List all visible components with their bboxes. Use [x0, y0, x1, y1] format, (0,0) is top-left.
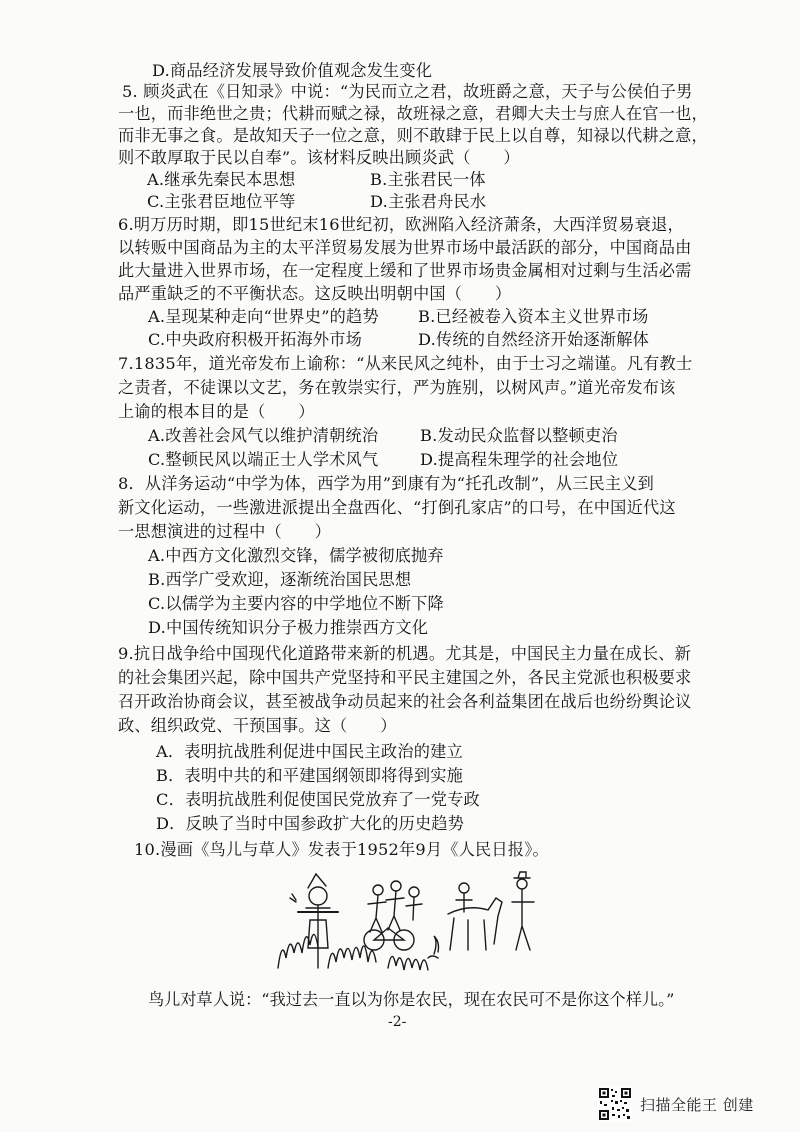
q8-option-d: D.中国传统知识分子极力推崇西方文化 — [148, 618, 429, 637]
q6-option-b: B.已经被卷入资本主义世界市场 — [418, 307, 649, 326]
q9-option-c: C．表明抗战胜利促使国民党放弃了一党专政 — [156, 790, 480, 809]
q5-stem-line-2: 一也，而非绝世之贵；代耕而赋之禄，故班禄之意，君卿大夫士与庶人在官一也， — [118, 104, 708, 123]
q8-stem-line-2: 新文化运动，一些激进派提出全盘西化、“打倒孔家店”的口号，在中国近代这 — [118, 498, 676, 517]
q5-option-c: C.主张君臣地位平等 — [147, 192, 296, 211]
q7-stem-line-2: 之责者，不徒课以文艺，务在敦崇实行，严为旌别，以树风声。”道光帝发布该 — [118, 378, 676, 397]
q6-option-d: D.传统的自然经济开始逐渐解体 — [418, 330, 649, 349]
q8-stem-line-3: 一思想演进的过程中（ ） — [118, 522, 332, 541]
q7-option-b: B.发动民众监督以整顿吏治 — [420, 426, 618, 445]
q8-option-b: B.西学广受欢迎，逐渐统治国民思想 — [148, 570, 412, 589]
q6-option-c: C.中央政府积极开拓海外市场 — [148, 330, 363, 349]
q10-stem: 10.漫画《鸟儿与草人》发表于1952年9月《人民日报》。 — [134, 840, 549, 859]
q5-option-a: A.继承先秦民本思想 — [147, 170, 296, 189]
q9-stem-line-3: 召开政治协商会议，甚至被战争动员起来的社会各利益集团在战后也纷纷舆论议 — [118, 692, 692, 711]
cartoon-illustration — [268, 868, 568, 978]
q6-stem-line-2: 以转贩中国商品为主的太平洋贸易发展为世界市场中最活跃的部分，中国商品由 — [118, 238, 692, 257]
q6-option-a: A.呈现某种走向“世界史”的趋势 — [148, 307, 379, 326]
q9-stem-line-4: 政、组织政党、干预国事。这（ ） — [118, 716, 397, 735]
q9-stem-line-1: 9.抗日战争给中国现代化道路带来新的机遇。尤其是，中国民主力量在成长、新 — [118, 644, 692, 663]
q5-option-b: B.主张君民一体 — [370, 170, 486, 189]
q5-stem-line-4: 则不敢厚取于民以自奉”。该材料反映出顾炎武（ ） — [118, 148, 520, 167]
q6-stem-line-1: 6.明万历时期，即15世纪末16世纪初，欧洲陷入经济萧条，大西洋贸易衰退， — [118, 215, 684, 234]
q7-stem-line-1: 7.1835年，道光帝发布上谕称：“从来民风之纯朴，由于士习之端谨。凡有教士 — [118, 354, 693, 373]
cartoon-caption: 鸟儿对草人说：“我过去一直以为你是农民，现在农民可不是你这个样儿。” — [148, 990, 675, 1009]
watermark-text: 扫描全能王 创建 — [640, 1095, 754, 1114]
scanner-watermark — [598, 1086, 754, 1122]
q9-option-b: B．表明中共的和平建国纲领即将得到实施 — [156, 766, 464, 785]
q9-option-a: A．表明抗战胜利促进中国民主政治的建立 — [156, 742, 463, 761]
q8-option-a: A.中西方文化激烈交锋，儒学被彻底抛弃 — [148, 546, 444, 565]
q6-stem-line-3: 此大量进入世界市场，在一定程度上缓和了世界市场贵金属相对过剩与生活必需 — [118, 261, 692, 280]
q4-option-d: D.商品经济发展导致价值观念发生变化 — [152, 61, 433, 80]
q5-stem-line-3: 而非无事之食。是故知天子一位之意，则不敢肆于民上以自尊，知禄以代耕之意， — [118, 126, 708, 145]
page-number: -2- — [388, 1014, 407, 1030]
q7-option-a: A.改善社会风气以维护清朝统治 — [148, 426, 379, 445]
q8-stem-line-1: 8．从洋务运动“中学为体，西学为用”到康有为“托孔改制”，从三民主义到 — [118, 474, 655, 493]
q7-option-d: D.提高程朱理学的社会地位 — [420, 450, 619, 469]
q5-option-d: D.主张君舟民水 — [370, 192, 487, 211]
q9-option-d: D．反映了当时中国参政扩大化的历史趋势 — [156, 814, 465, 833]
q5-stem-line-1: 5. 顾炎武在《日知录》中说：“为民而立之君，故班爵之意，天子与公侯伯子男 — [122, 82, 693, 101]
q9-stem-line-2: 的社会集团兴起，除中国共产党坚持和平民主建国之外，各民主党派也积极要求 — [118, 668, 692, 687]
q8-option-c: C.以儒学为主要内容的中学地位不断下降 — [148, 594, 444, 613]
q7-stem-line-3: 上谕的根本目的是（ ） — [118, 402, 315, 421]
q7-option-c: C.整顿民风以端正士人学术风气 — [148, 450, 379, 469]
q6-stem-line-4: 品严重缺乏的不平衡状态。这反映出明朝中国（ ） — [118, 284, 512, 303]
qr-code-icon — [598, 1087, 632, 1121]
